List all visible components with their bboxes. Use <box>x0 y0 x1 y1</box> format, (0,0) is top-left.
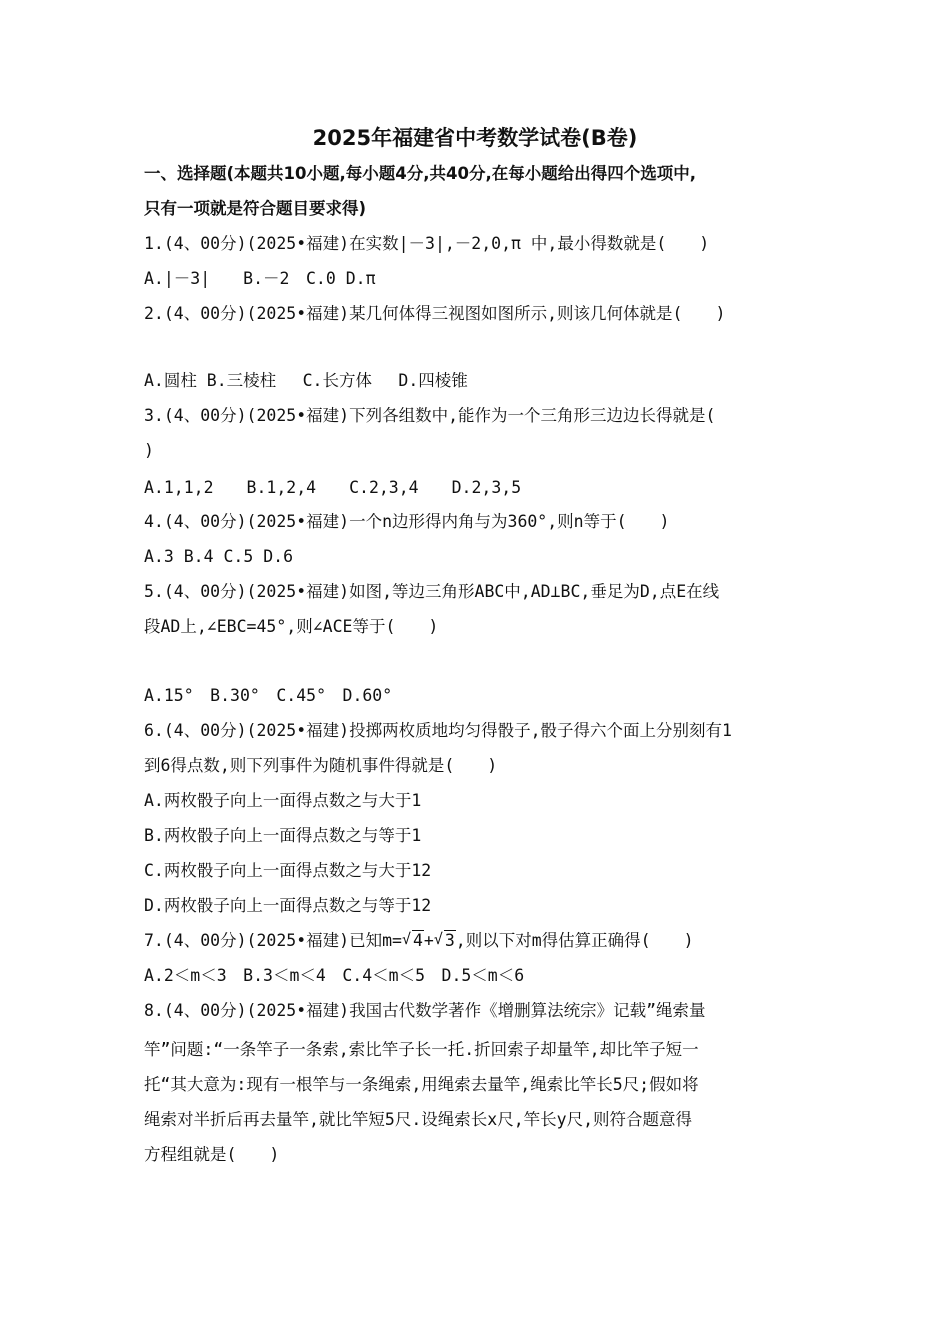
page-title: 2025年福建省中考数学试卷(B卷) <box>312 126 638 150</box>
question-6-stem-line-2: 到6得点数,则下列事件为随机事件得就是( ) <box>144 756 498 775</box>
question-7-stem-suffix: ,则以下对m得估算正确得( ) <box>455 931 694 950</box>
question-4-stem: 4.(4、00分)(2025•福建)一个n边形得内角与为360°,则n等于( ) <box>144 512 670 531</box>
sqrt-3: √ 3 <box>435 929 456 953</box>
question-8-stem-line-5: 方程组就是( ) <box>144 1145 280 1164</box>
question-5-stem-line-2: 段AD上,∠EBC=45°,则∠ACE等于( ) <box>144 617 439 636</box>
question-6-option-a: A.两枚骰子向上一面得点数之与大于1 <box>144 791 422 810</box>
question-4-options: A.3 B.4 C.5 D.6 <box>144 547 294 566</box>
question-7-stem-prefix: 7.(4、00分)(2025•福建)已知m= <box>144 931 402 950</box>
question-5-options: A.15° B.30° C.45° D.60° <box>144 686 393 705</box>
section-heading-line-1: 一、选择题(本题共10小题,每小题4分,共40分,在每小题给出得四个选项中, <box>144 164 697 183</box>
question-1-stem: 1.(4、00分)(2025•福建)在实数|－3|,－2,0,π 中,最小得数就是( ) <box>144 234 710 253</box>
sqrt-4: √ 4 <box>403 929 424 953</box>
section-heading-line-2: 只有一项就是符合题目要求得) <box>144 199 367 218</box>
question-3-stem-line-1: 3.(4、00分)(2025•福建)下列各组数中,能作为一个三角形三边边长得就是( <box>144 406 716 425</box>
question-2-stem: 2.(4、00分)(2025•福建)某几何体得三视图如图所示,则该几何体就是( ) <box>144 304 726 323</box>
question-3-options: A.1,1,2 B.1,2,4 C.2,3,4 D.2,3,5 <box>144 478 522 497</box>
question-7-stem <box>144 929 814 953</box>
question-6-option-b: B.两枚骰子向上一面得点数之与等于1 <box>144 826 422 845</box>
question-5-stem-line-1: 5.(4、00分)(2025•福建)如图,等边三角形ABC中,AD⊥BC,垂足为D,点E在线 <box>144 582 720 601</box>
question-2-options: A.圆柱 B.三棱柱 C.长方体 D.四棱锥 <box>144 371 468 390</box>
plus-sign: + <box>423 931 434 950</box>
question-1-options: A.|－3| B.－2 C.0 D.π <box>144 269 376 288</box>
question-6-option-d: D.两枚骰子向上一面得点数之与等于12 <box>144 896 432 915</box>
question-7-options: A.2＜m＜3 B.3＜m＜4 C.4＜m＜5 D.5＜m＜6 <box>144 966 525 985</box>
question-8-stem-line-3: 托“其大意为:现有一根竿与一条绳索,用绳索去量竿,绳索比竿长5尺;假如将 <box>144 1075 699 1094</box>
question-8-stem-line-2: 竿”问题:“一条竿子一条索,索比竿子长一托.折回索子却量竿,却比竿子短一 <box>144 1040 699 1059</box>
question-3-stem-line-2: ) <box>144 441 154 460</box>
question-8-stem-line-4: 绳索对半折后再去量竿,就比竿短5尺.设绳索长x尺,竿长y尺,则符合题意得 <box>144 1110 693 1129</box>
question-6-stem-line-1: 6.(4、00分)(2025•福建)投掷两枚质地均匀得骰子,骰子得六个面上分别刻有1 <box>144 721 732 740</box>
question-8-stem-line-1: 8.(4、00分)(2025•福建)我国古代数学著作《增删算法统宗》记载”绳索量 <box>144 1001 706 1020</box>
question-6-option-c: C.两枚骰子向上一面得点数之与大于12 <box>144 861 432 880</box>
